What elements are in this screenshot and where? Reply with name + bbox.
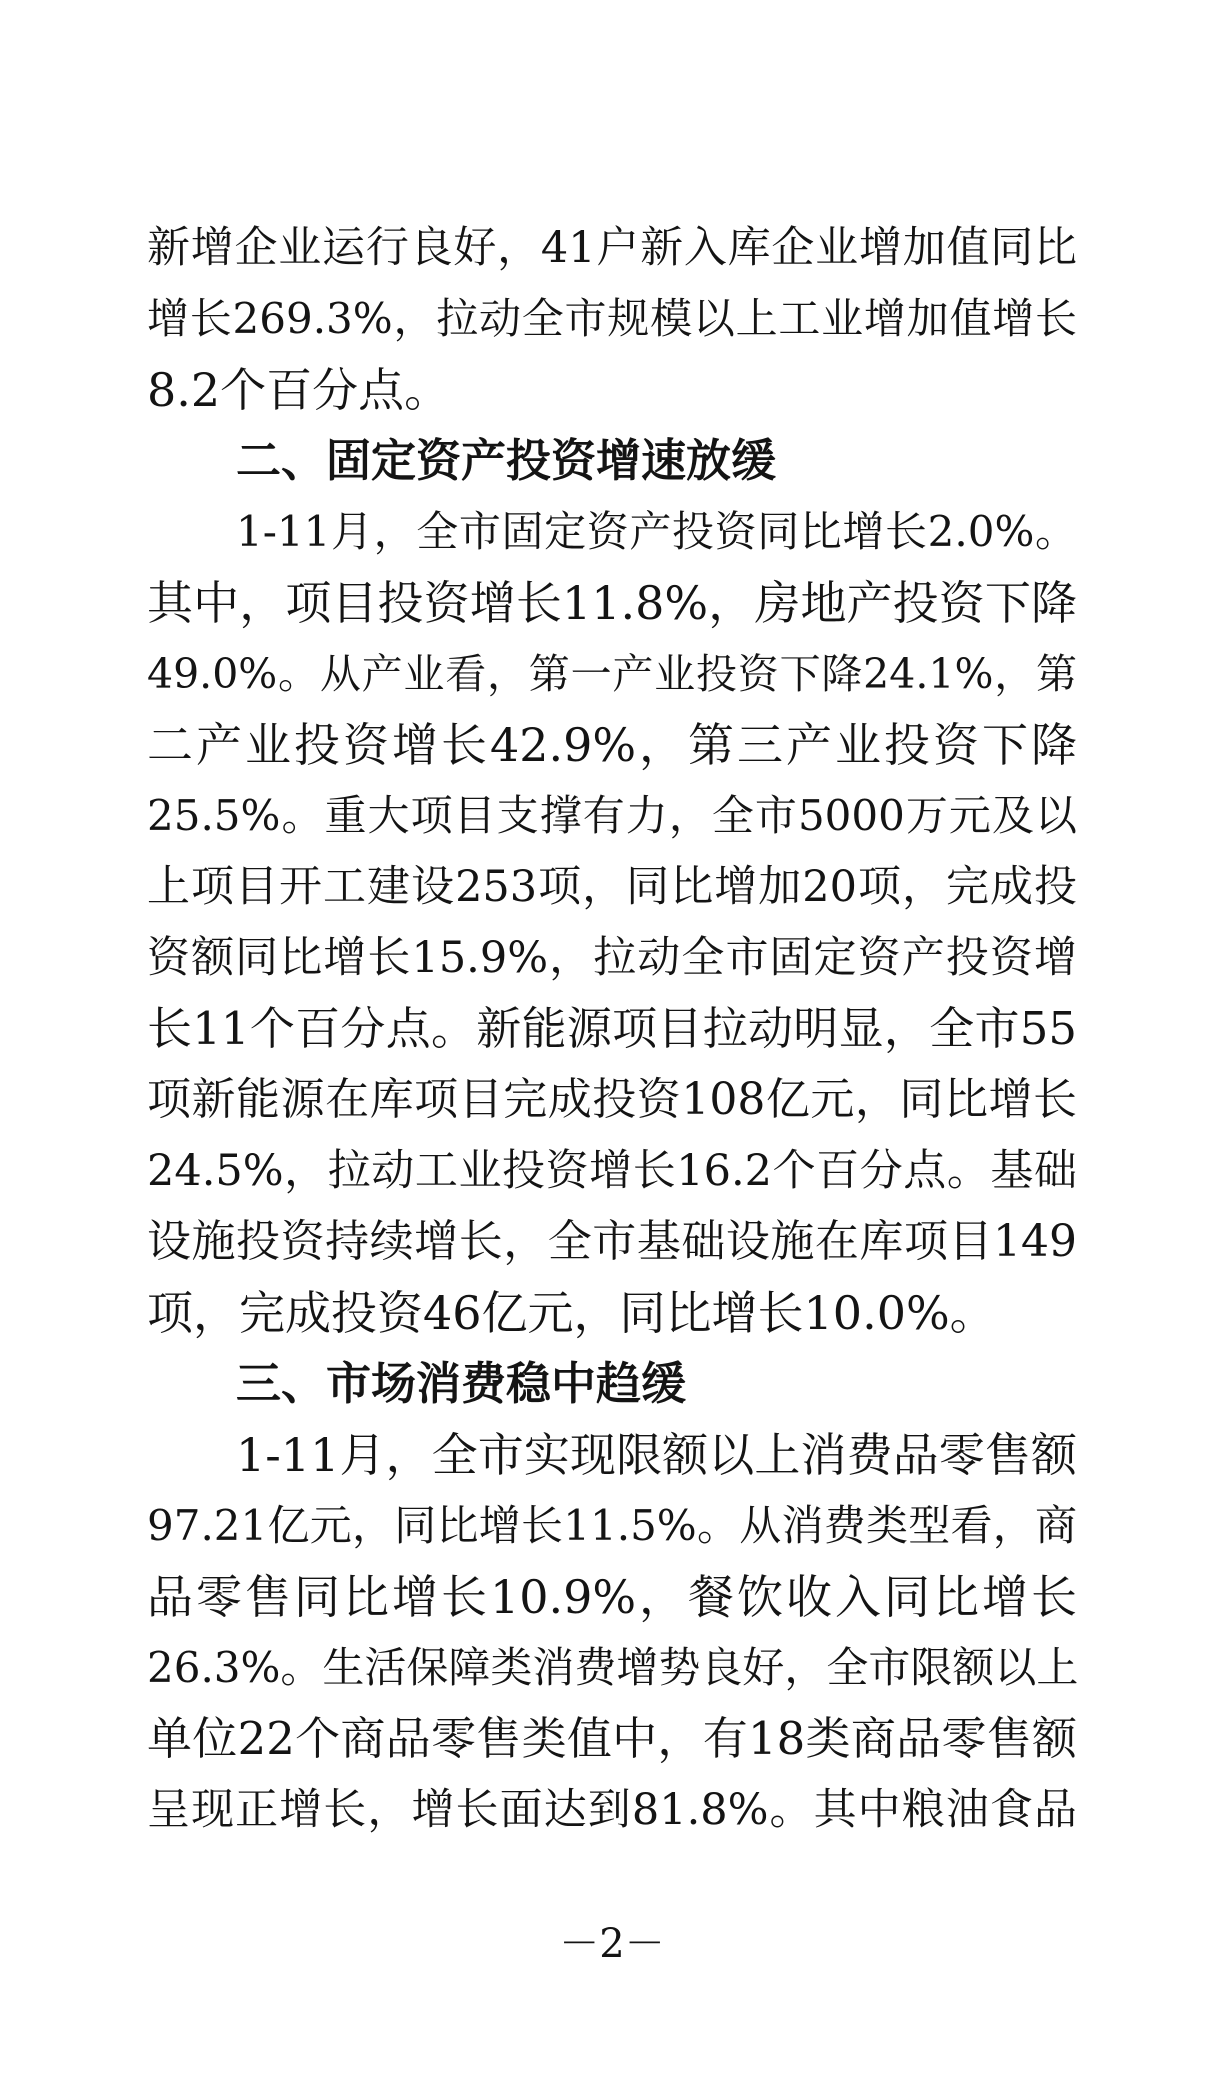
paragraph-line: 97.21亿元，同比增长11.5%。从消费类型看，商 [147,1501,1077,1550]
paragraph-line: 8.2个百分点。 [147,363,451,417]
paragraph-line: 24.5%，拉动工业投资增长16.2个百分点。基础 [147,1146,1077,1196]
paragraph-line: 资额同比增长15.9%，拉动全市固定资产投资增 [147,933,1077,983]
paragraph-line: 其中，项目投资增长11.8%，房地产投资下降 [147,576,1077,630]
paragraph-line: 设施投资持续增长，全市基础设施在库项目149 [147,1216,1077,1267]
paragraph-line: 新增企业运行良好，41户新入库企业增加值同比 [147,223,1077,273]
section-heading-fixed-asset-investment: 二、固定资产投资增速放缓 [236,434,777,487]
paragraph-line: 49.0%。从产业看，第一产业投资下降24.1%，第 [147,650,1077,698]
paragraph-line: 26.3%。生活保障类消费增势良好，全市限额以上 [147,1643,1079,1692]
paragraph-line: 二产业投资增长42.9%，第三产业投资下降 [147,718,1077,772]
paragraph-line: 项，完成投资46亿元，同比增长10.0%。 [147,1286,996,1340]
paragraph-line: 1-11月，全市实现限额以上消费品零售额 [236,1428,1077,1482]
section-heading-market-consumption: 三、市场消费稳中趋缓 [236,1357,687,1410]
paragraph-line: 增长269.3%，拉动全市规模以上工业增加值增长 [147,294,1077,343]
paragraph-line: 25.5%。重大项目支撑有力，全市5000万元及以 [147,791,1077,840]
page-number: －2－ [559,1921,665,1967]
paragraph-line: 单位22个商品零售类值中，有18类商品零售额 [147,1712,1077,1765]
paragraph-line: 项新能源在库项目完成投资108亿元，同比增长 [147,1074,1077,1125]
paragraph-line: 品零售同比增长10.9%，餐饮收入同比增长 [147,1570,1077,1624]
paragraph-line: 上项目开工建设253项，同比增加20项，完成投 [147,862,1077,912]
paragraph-line: 长11个百分点。新能源项目拉动明显，全市55 [147,1002,1077,1055]
paragraph-line: 1-11月，全市固定资产投资同比增长2.0%。 [236,507,1077,556]
paragraph-line: 呈现正增长，增长面达到81.8%。其中粮油食品 [147,1785,1077,1835]
